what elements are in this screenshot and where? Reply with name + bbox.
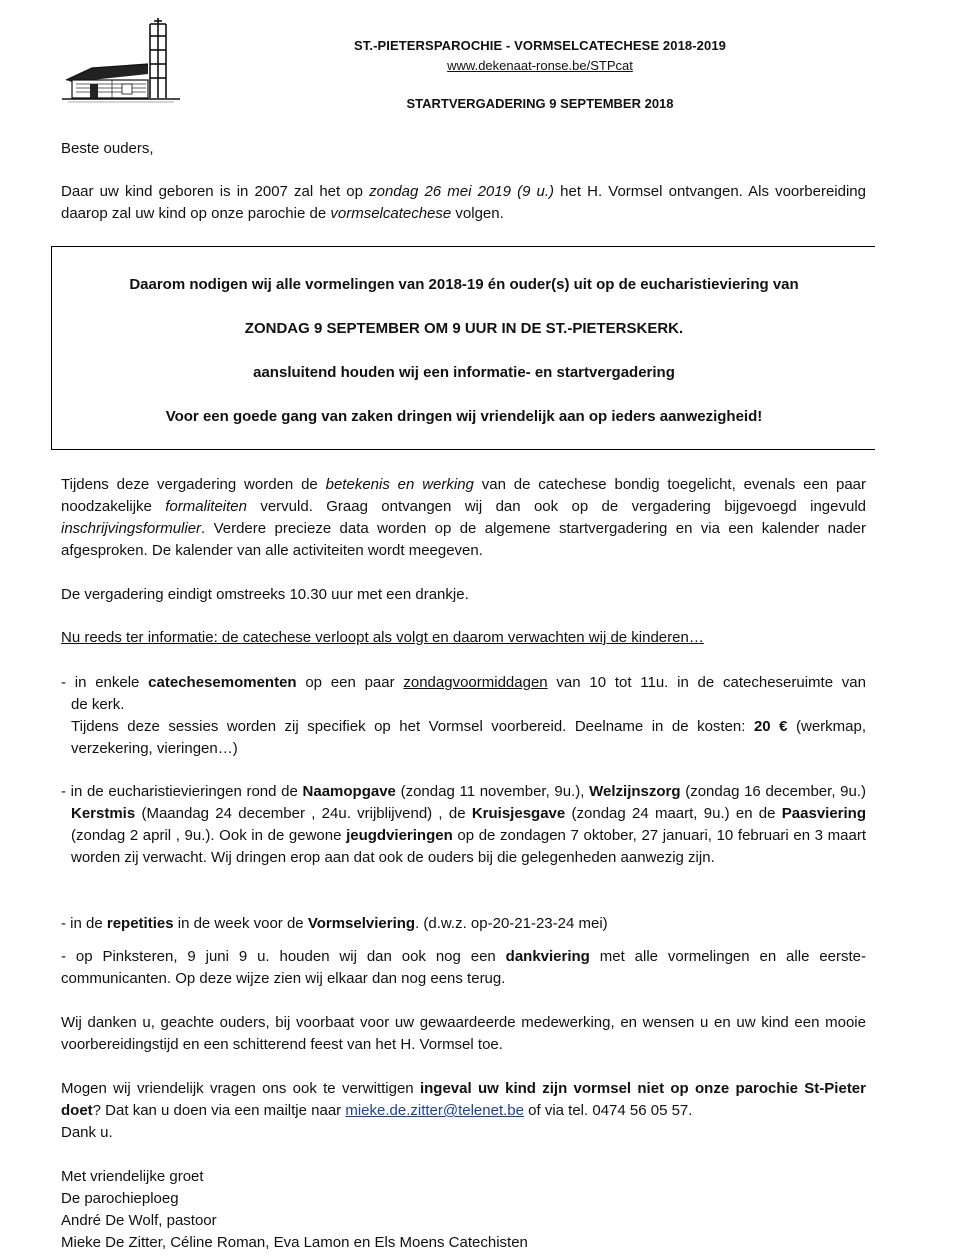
request-paragraph: Mogen wij vriendelijk vragen ons ook te verwittigen ingeval uw kind zijn vormsel niet op onze parochie St-Pieter doet? Dat kan u doen via een mailtje naar mieke.de.zitter@telenet.be of via tel. 0474 56 05 57. Dank u.: [61, 1080, 866, 1141]
email-link[interactable]: mieke.de.zitter@telenet.be: [345, 1102, 524, 1119]
signature-team: De parochieploeg: [61, 1190, 179, 1207]
invitation-box: [51, 246, 875, 450]
thanks-paragraph: Wij danken u, geachte ouders, bij voorbaat voor uw gewaardeerde medewerking, en wensen u en uw kind een mooie voorbereidingstijd en een schitterend feest van het H. Vormsel toe.: [61, 1014, 866, 1053]
end-time: De vergadering eindigt omstreeks 10.30 uur met een drankje.: [61, 586, 469, 603]
signature-greeting: Met vriendelijke groet: [61, 1168, 204, 1185]
signature: [61, 1166, 866, 1254]
invitation-appeal: Voor een goede gang van zaken dringen wij vriendelijk aan op ieders aanwezigheid!: [165, 408, 763, 425]
signature-catechists: Mieke De Zitter, Céline Roman, Eva Lamon en Els Moens Catechisten: [61, 1234, 528, 1251]
document-title: ST.-PIETERSPAROCHIE - VORMSELCATECHESE 2018-2019: [353, 38, 727, 53]
church-logo: [62, 18, 180, 104]
list-item-thanksgiving: - op Pinksteren, 9 juni 9 u. houden wij dan ook nog een dankviering met alle vormelingen en alle eerste-communicanten. Op deze wijze zien wij elkaar dan nog eens terug.: [61, 948, 866, 987]
list-item-catechesis: - in enkele catechesemomenten op een paar zondagvoormiddagen van 10 tot 11u. in de catecheseruimte van de kerk. Tijdens deze sessies worden zij specifiek op het Vormsel voorbereid. Deelname in de kosten: 20 € (werkmap, verzekering, vieringen…): [61, 674, 866, 757]
document-header: [240, 36, 840, 114]
signature-pastor: André De Wolf, pastoor: [61, 1212, 217, 1229]
list-item-rehearsals: - in de repetities in de week voor de Vormselviering. (d.w.z. op-20-21-23-24 mei): [61, 915, 608, 932]
list-item-eucharist: - in de eucharistievieringen rond de Naamopgave (zondag 11 november, 9u.), Welzijnszorg (zondag 16 december, 9u.) Kerstmis (Maandag 24 december , 24u. vrijblijvend) , de Kruisjesgave (zondag 24 maart, 9u.) en de Paasviering (zondag 2 april , 9u.). Ook in de gewone jeugdvieringen op de zondagen 7 oktober, 27 januari, 10 februari en 3 maart worden zij verwacht. Wij dringen erop aan dat ook de ouders bij die gelegenheden aanwezig zijn.: [61, 783, 867, 866]
document-subtitle: STARTVERGADERING 9 SEPTEMBER 2018: [406, 96, 674, 111]
invitation-line: Daarom nodigen wij alle vormelingen van 2018-19 én ouder(s) uit op de eucharistieviering van: [129, 276, 799, 293]
meeting-paragraph: Tijdens deze vergadering worden de betekenis en werking van de catechese bondig toegelicht, evenals een paar noodzakelijke formaliteiten vervuld. Graag ontvangen wij dan ook op de vergadering bijgevoegd ingevuld inschrijvingsformulier. Verdere precieze data worden op de algemene startvergadering en via een kalender nader afgesproken. De kalender van alle activiteiten wordt meegeven.: [61, 476, 867, 559]
invitation-meeting: aansluitend houden wij een informatie- en startvergadering: [253, 364, 675, 381]
intro-paragraph: Daar uw kind geboren is in 2007 zal het op zondag 26 mei 2019 (9 u.) het H. Vormsel ontvangen. Als voorbereiding daarop zal uw kind op onze parochie de vormselcatechese volgen.: [61, 183, 866, 222]
salutation: Beste ouders,: [61, 140, 154, 157]
website-link[interactable]: www.dekenaat-ronse.be/STPcat: [447, 58, 633, 73]
invitation-date: ZONDAG 9 SEPTEMBER OM 9 UUR IN DE ST.-PIETERSKERK.: [244, 320, 684, 337]
info-heading: Nu reeds ter informatie: de catechese verloopt als volgt en daarom verwachten wij de kinderen…: [61, 629, 704, 646]
